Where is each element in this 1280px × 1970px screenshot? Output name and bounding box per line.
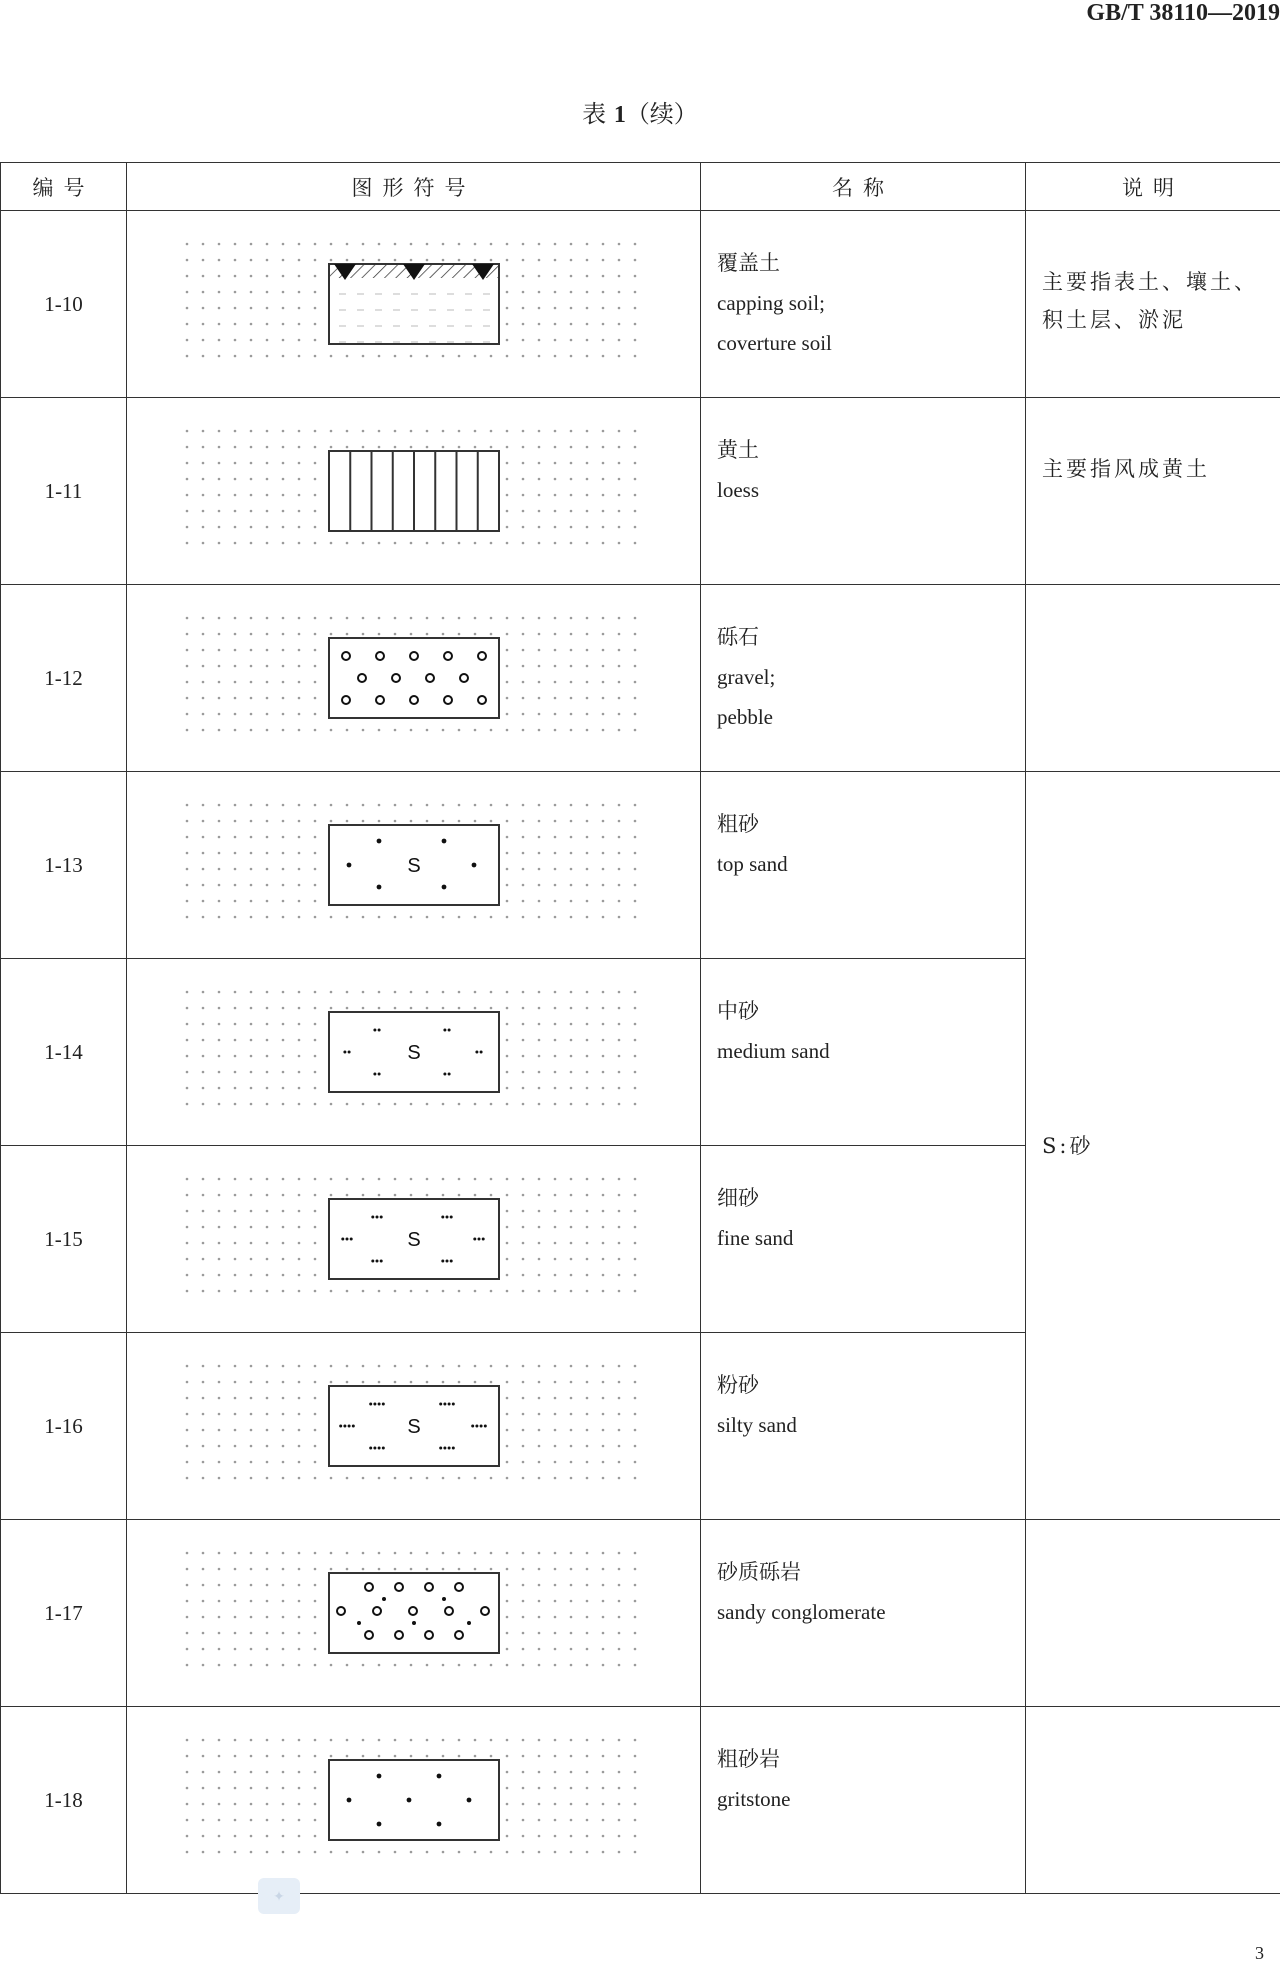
name-cell xyxy=(701,585,1026,772)
symbol-cell xyxy=(127,1333,701,1520)
name-cn: 细砂 xyxy=(717,1186,759,1210)
page-number: 3 xyxy=(1255,1943,1264,1963)
symbol-cell xyxy=(127,211,701,398)
column-header-note: 说明 xyxy=(1026,163,1280,211)
table-row xyxy=(1,772,1280,959)
table-header-row xyxy=(1,163,1280,211)
symbol-letter-s: S xyxy=(406,1229,421,1251)
capping-soil-symbol xyxy=(179,234,649,374)
row-code: 1-12 xyxy=(1,585,127,772)
row-code: 1-10 xyxy=(1,211,127,398)
fine-sand-symbol xyxy=(179,1169,649,1309)
name-cell xyxy=(701,1146,1026,1333)
symbol-cell xyxy=(127,585,701,772)
name-cell xyxy=(701,1333,1026,1520)
row-code: 1-16 xyxy=(1,1333,127,1520)
name-cell xyxy=(701,1520,1026,1707)
name-en: gravel; xyxy=(717,665,776,689)
name-en: medium sand xyxy=(717,1039,830,1063)
symbol-table xyxy=(0,162,1280,1894)
table-title-number: 1 xyxy=(613,102,626,128)
dot-grid xyxy=(185,1552,636,1667)
name-en: fine sand xyxy=(717,1226,794,1250)
name-en: silty sand xyxy=(717,1413,797,1437)
name-cell xyxy=(701,959,1026,1146)
symbol-frame xyxy=(329,1760,499,1840)
row-code: 1-17 xyxy=(1,1520,127,1707)
symbol-pattern xyxy=(341,1216,484,1263)
name-cn: 粉砂 xyxy=(717,1373,759,1397)
table-title-prefix: 表 xyxy=(582,100,607,128)
row-code: 1-18 xyxy=(1,1707,127,1894)
row-code: 1-13 xyxy=(1,772,127,959)
name-en: gritstone xyxy=(717,1787,791,1811)
symbol-frame xyxy=(329,638,499,718)
note-cell xyxy=(1026,585,1280,772)
name-cell xyxy=(701,211,1026,398)
symbol-pattern xyxy=(350,451,478,531)
watermark-logo: ✦ xyxy=(258,1878,300,1914)
name-en: loess xyxy=(717,478,759,502)
silty-sand-symbol xyxy=(179,1356,649,1496)
name-cn: 覆盖土 xyxy=(717,251,780,275)
name-cn: 中砂 xyxy=(717,999,759,1023)
medium-sand-symbol xyxy=(179,982,649,1122)
note-cell xyxy=(1026,1707,1280,1894)
symbol-letter-s: S xyxy=(406,1042,421,1064)
dot-grid xyxy=(185,243,636,358)
note-cell: 主要指表土、壤土、积土层、淤泥 xyxy=(1026,211,1280,398)
column-header-symbol: 图形符号 xyxy=(127,163,701,211)
table-row xyxy=(1,398,1280,585)
row-code: 1-14 xyxy=(1,959,127,1146)
name-cell xyxy=(701,772,1026,959)
symbol-pattern xyxy=(343,1029,482,1076)
symbol-pattern xyxy=(337,1583,489,1639)
name-cn: 砂质砾岩 xyxy=(717,1560,801,1584)
symbol-cell xyxy=(127,398,701,585)
symbol-letter-s: S xyxy=(406,855,421,877)
symbol-cell xyxy=(127,1707,701,1894)
name-en: capping soil; xyxy=(717,291,825,315)
name-en: coverture soil xyxy=(717,331,832,355)
note-cell xyxy=(1026,1520,1280,1707)
note-cell: 主要指风成黄土 xyxy=(1026,398,1280,585)
symbol-cell xyxy=(127,772,701,959)
top-sand-symbol xyxy=(179,795,649,935)
dot-grid xyxy=(185,617,636,732)
table-row xyxy=(1,585,1280,772)
name-cell xyxy=(701,1707,1026,1894)
sandy-conglomerate-symbol xyxy=(179,1543,649,1683)
row-code: 1-15 xyxy=(1,1146,127,1333)
symbol-cell xyxy=(127,959,701,1146)
table-title-suffix: （续） xyxy=(625,100,698,128)
table-row xyxy=(1,211,1280,398)
symbol-pattern xyxy=(346,1774,471,1827)
name-en: pebble xyxy=(717,705,773,729)
symbol-frame xyxy=(329,1573,499,1653)
name-cn: 黄土 xyxy=(717,438,759,462)
symbol-cell xyxy=(127,1146,701,1333)
name-en: sandy conglomerate xyxy=(717,1600,886,1624)
note-cell-sand: S:砂 xyxy=(1026,772,1280,1520)
name-cn: 粗砂岩 xyxy=(717,1747,780,1771)
name-en: top sand xyxy=(717,852,788,876)
column-header-code: 编号 xyxy=(1,163,127,211)
table-title xyxy=(0,94,1280,129)
symbol-pattern xyxy=(329,264,499,342)
symbol-pattern xyxy=(346,839,476,890)
dot-grid xyxy=(185,1739,636,1854)
name-cell xyxy=(701,398,1026,585)
row-code: 1-11 xyxy=(1,398,127,585)
symbol-pattern xyxy=(342,652,486,704)
symbol-letter-s: S xyxy=(406,1416,421,1438)
gritstone-symbol xyxy=(179,1730,649,1870)
standard-code: GB/T 38110—2019 xyxy=(1086,0,1280,26)
table-row xyxy=(1,1707,1280,1894)
dot-grid xyxy=(185,430,636,545)
symbol-pattern xyxy=(339,1403,487,1450)
name-cn: 粗砂 xyxy=(717,812,759,836)
loess-symbol xyxy=(179,421,649,561)
column-header-name: 名称 xyxy=(701,163,1026,211)
name-cn: 砾石 xyxy=(717,625,759,649)
gravel-symbol xyxy=(179,608,649,748)
symbol-cell xyxy=(127,1520,701,1707)
table-row xyxy=(1,1520,1280,1707)
